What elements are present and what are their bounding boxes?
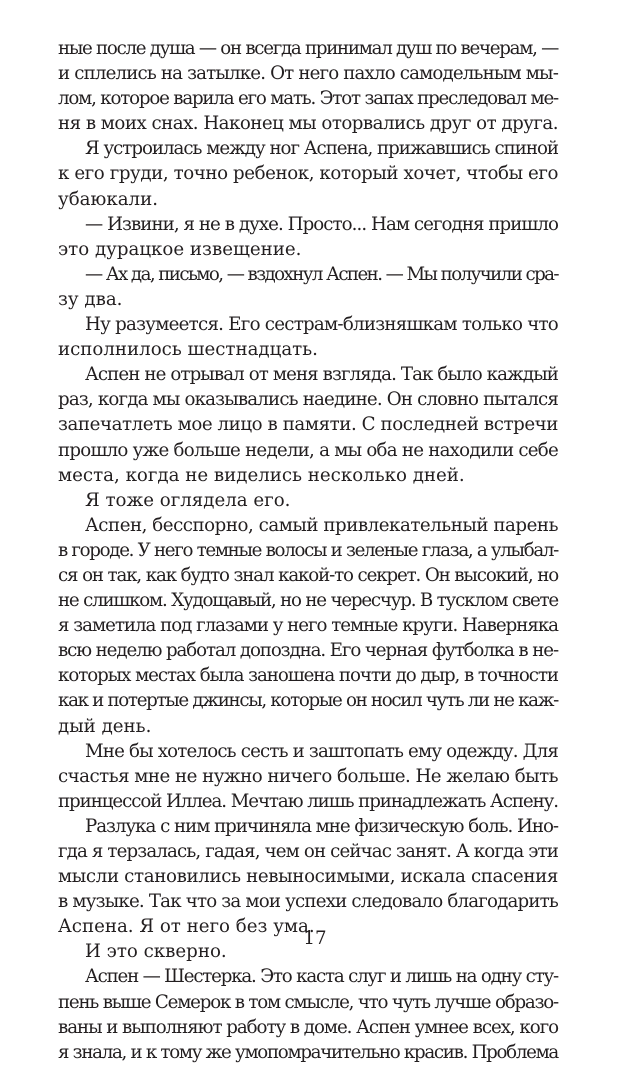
text-line: счастья мне не нужно ничего больше. Не желаю быть [58,765,558,787]
text-line: места, когда не виделись несколько дней. [58,464,465,486]
text-line: раз, когда мы оказывались наедине. Он словно пытался [58,389,558,411]
text-line: Аспена. Я от него без ума. [58,916,315,938]
text-line: — Ах да, письмо, — вздохнул Аспен. — Мы получили сра- [85,263,558,285]
text-line: принцессой Иллеа. Мечтаю лишь принадлежать Аспену. [58,790,559,812]
text-line: я знала, и к тому же умопомрачительно красив. Проблема [58,1041,558,1063]
text-line: Ну разумеется. Его сестрам-близняшкам только что [85,314,558,336]
text-line: ные после душа — он всегда принимал душ по вечерам, — [58,38,559,59]
text-line: как и потертые джинсы, которые он носил чуть ли не каж- [58,690,558,712]
text-line: исполнилось шестнадцать. [58,339,318,361]
text-line: ваны и выполняют работу в доме. Аспен умнее всех, кого [58,1016,559,1038]
text-line: в городе. У него темные волосы и зеленые глаза, а улыбал- [58,539,558,561]
text-line: я заметила под глазами у него темные круги. Наверняка [58,615,559,637]
text-line: дый день. [58,715,152,737]
text-line: зу два. [58,288,123,310]
text-line: Разлука с ним причиняла мне физическую боль. Ино- [85,815,558,837]
text-line: запечатлеть мое лицо в памяти. С последней встречи [58,414,558,436]
text-line: Я тоже оглядела его. [85,489,291,511]
text-line: ся он так, как будто знал какой-то секрет. Он высокий, но [58,564,559,586]
text-line: ня в моих снах. Наконец мы оторвались друг от друга. [58,113,558,135]
text-line: И это скверно. [85,941,227,963]
text-line: не слишком. Худощавый, но не чересчур. В тусклом свете [58,590,558,612]
text-line: мысли становились невыносимыми, искала спасения [58,866,558,888]
text-line: Аспен, бесспорно, самый привлекательный парень [85,514,559,536]
text-line: Мне бы хотелось сесть и заштопать ему одежду. Для [85,740,559,762]
text-line: Я устроилась между ног Аспена, прижавшись спиной [85,138,558,160]
text-line: и сплелись на затылке. От него пахло самодельным мы- [58,63,558,85]
text-line: лом, которое варила его мать. Этот запах преследовал ме- [58,88,559,110]
body-text [58,36,558,1065]
text-line: к его груди, точно ребенок, который хочет, чтобы его [58,163,559,185]
text-line: — Извини, я не в духе. Просто... Нам сегодня пришло [85,213,559,235]
page-number: 17 [303,928,327,949]
text-line: убаюкали. [58,188,158,210]
text-line: Аспен — Шестерка. Это каста слуг и лишь на одну сту- [85,966,558,988]
text-line: гда я терзалась, гадая, чем он сейчас занят. А когда эти [58,841,559,862]
text-line: прошло уже больше недели, а мы оба не находили себе [58,439,559,461]
text-line: всю неделю работал допоздна. Его черная футболка в не- [58,640,558,662]
text-line: это дурацкое извещение. [58,238,302,260]
text-line: Аспен не отрывал от меня взгляда. Так было каждый [85,364,558,386]
text-line: в музыке. Так что за мои успехи следовало благодарить [58,891,559,913]
text-line: пень выше Семерок в том смысле, что чуть лучше образо- [58,991,558,1013]
text-line: которых местах была заношена почти до дыр, в точности [58,665,558,687]
